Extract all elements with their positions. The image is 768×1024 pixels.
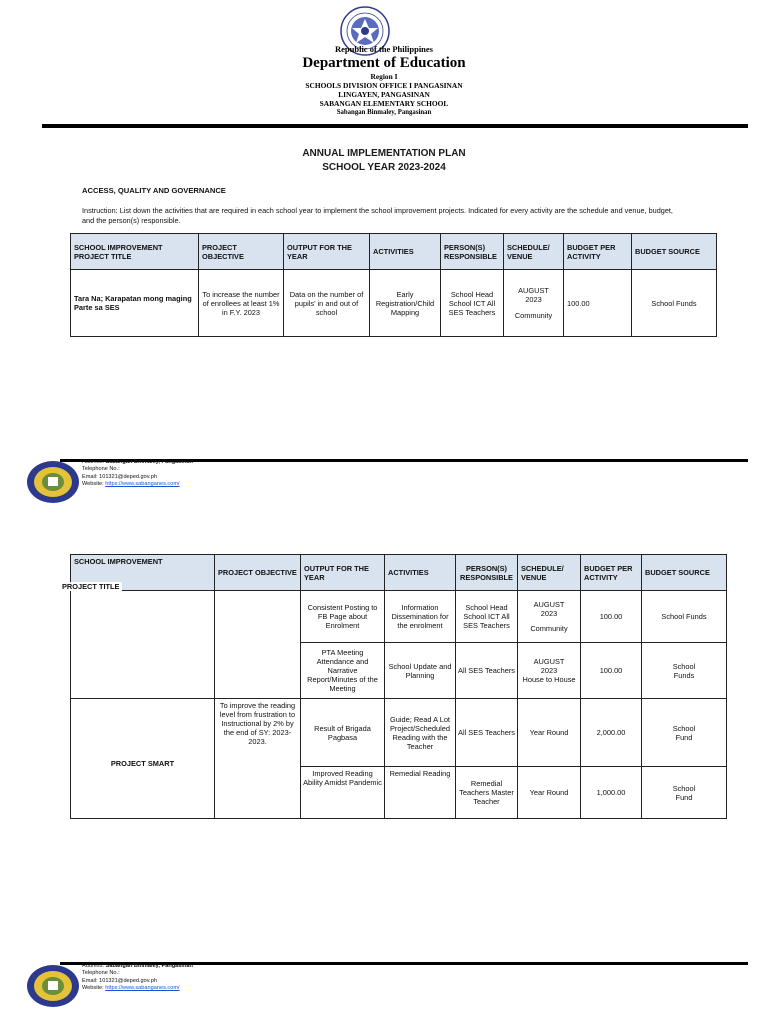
cell-project-title-empty bbox=[71, 591, 215, 699]
footer-telephone: Telephone No.: bbox=[82, 970, 120, 977]
cell-schedule: Year Round bbox=[518, 699, 581, 767]
col-header-activities: ACTIVITIES bbox=[370, 234, 441, 270]
footer-telephone: Telephone No.: bbox=[82, 466, 120, 473]
col-header-budget: BUDGET PER ACTIVITY bbox=[564, 234, 632, 270]
schedule-venue: Community bbox=[514, 311, 553, 320]
schedule-year: 2023 bbox=[525, 295, 542, 304]
cell-activities: Remedial Reading bbox=[385, 767, 456, 819]
address-label: Address: bbox=[82, 459, 105, 465]
cell-source: School Funds bbox=[642, 591, 727, 643]
col-header-schedule: SCHEDULE/ VENUE bbox=[518, 555, 581, 591]
cell-budget: 100.00 bbox=[581, 643, 642, 699]
col-header-title: SCHOOL IMPROVEMENT PROJECT TITLE bbox=[71, 234, 199, 270]
school-logo-icon bbox=[26, 964, 80, 1008]
cell-activities: School Update and Planning bbox=[385, 643, 456, 699]
cell-objective-empty bbox=[215, 767, 301, 819]
footer-website-link[interactable]: https://www.sabanganes.com/ bbox=[105, 481, 180, 488]
cell-objective: To increase the number of enrollees at least 1% in F.Y. 2023 bbox=[199, 270, 284, 337]
table-header-row bbox=[71, 555, 727, 591]
cell-schedule bbox=[504, 270, 564, 337]
cell-budget: 100.00 bbox=[564, 270, 632, 337]
cell-activities: Guide; Read A Lot Project/Scheduled Reading with the Teacher bbox=[385, 699, 456, 767]
cell-schedule: AUGUST 2023 Community bbox=[518, 591, 581, 643]
header-region: Region I bbox=[370, 72, 398, 81]
col-header-persons: PERSON(S) RESPONSIBLE bbox=[441, 234, 504, 270]
col-header-objective: PROJECT OBJECTIVE bbox=[215, 555, 301, 591]
instruction-text: Instruction: List down the activities that are required in each school year to implement the school improvement projects. Indicated for every activity are the schedule and venue, budget, and the person(s) responsible. bbox=[82, 206, 673, 225]
footer-website-link[interactable]: https://www.sabanganes.com/ bbox=[105, 985, 180, 992]
table-header-row bbox=[71, 234, 717, 270]
col-header-persons: PERSON(S) RESPONSIBLE bbox=[456, 555, 518, 591]
col-header-title: SCHOOL IMPROVEMENT bbox=[71, 555, 215, 591]
col-header-source: BUDGET SOURCE bbox=[632, 234, 717, 270]
project-title-label: PROJECT TITLE bbox=[62, 582, 120, 591]
cell-output: PTA Meeting Attendance and Narrative Report/Minutes of the Meeting bbox=[301, 643, 385, 699]
cell-output: Consistent Posting to FB Page about Enrolment bbox=[301, 591, 385, 643]
page-footer bbox=[0, 458, 768, 504]
cell-output: Data on the number of pupils' in and out of school bbox=[284, 270, 370, 337]
cell-schedule: AUGUST 2023 House to House bbox=[518, 643, 581, 699]
cell-persons: School Head School ICT All SES Teachers bbox=[441, 270, 504, 337]
schedule-month: AUGUST bbox=[518, 286, 549, 295]
table-row bbox=[71, 270, 717, 337]
cell-objective: To improve the reading level from frustration to Instructional by 2% by the end of SY: 2023-2023. bbox=[215, 699, 301, 767]
footer-address: Sabangan Binmaley, Pangasinan bbox=[105, 459, 193, 465]
school-logo-icon bbox=[26, 460, 80, 504]
table-row bbox=[71, 591, 727, 643]
footer-info bbox=[82, 459, 193, 489]
footer-address: Sabangan Binmaley, Pangasinan bbox=[105, 963, 193, 969]
col-header-output: OUTPUT FOR THE YEAR bbox=[301, 555, 385, 591]
col-header-objective: PROJECT OBJECTIVE bbox=[199, 234, 284, 270]
header-location: Sabangan Binmaley, Pangasinan bbox=[336, 109, 432, 116]
website-label: Website: bbox=[82, 985, 104, 992]
footer-email: Email: 101321@deped.gov.ph bbox=[82, 473, 157, 480]
aip-table-1 bbox=[70, 233, 717, 337]
col-header-schedule: SCHEDULE/ VENUE bbox=[504, 234, 564, 270]
header-republic: Republic of the Philippines bbox=[334, 44, 433, 54]
cell-project-title: Tara Na; Karapatan mong maging Parte sa SES bbox=[71, 270, 199, 337]
cell-persons: All SES Teachers bbox=[456, 699, 518, 767]
cell-budget: 100.00 bbox=[581, 591, 642, 643]
cell-persons: Remedial Teachers Master Teacher bbox=[456, 767, 518, 819]
cell-output: Improved Reading Ability Amidst Pandemic bbox=[301, 767, 385, 819]
cell-persons: All SES Teachers bbox=[456, 643, 518, 699]
header-school: SABANGAN ELEMENTARY SCHOOL bbox=[319, 99, 449, 108]
cell-budget: 2,000.00 bbox=[581, 699, 642, 767]
plan-title: ANNUAL IMPLEMENTATION PLAN bbox=[302, 148, 466, 159]
header-department: Department of Education bbox=[302, 55, 466, 71]
cell-schedule: Year Round bbox=[518, 767, 581, 819]
col-header-output: OUTPUT FOR THE YEAR bbox=[284, 234, 370, 270]
cell-output: Result of Brigada Pagbasa bbox=[301, 699, 385, 767]
table-row bbox=[71, 699, 727, 767]
header-divider bbox=[42, 124, 748, 128]
header-city: LINGAYEN, PANGASINAN bbox=[338, 90, 430, 99]
cell-persons: School Head School ICT All SES Teachers bbox=[456, 591, 518, 643]
cell-source: School Funds bbox=[642, 643, 727, 699]
cell-source: School Fund bbox=[642, 767, 727, 819]
cell-activities: Information Dissemination for the enrolment bbox=[385, 591, 456, 643]
col-header-budget: BUDGET PER ACTIVITY bbox=[581, 555, 642, 591]
footer-info bbox=[82, 963, 193, 993]
col-header-source: BUDGET SOURCE bbox=[642, 555, 727, 591]
cell-budget: 1,000.00 bbox=[581, 767, 642, 819]
header-division: SCHOOLS DIVISION OFFICE I PANGASINAN bbox=[305, 81, 463, 90]
cell-source: School Fund bbox=[642, 699, 727, 767]
page-footer bbox=[0, 962, 768, 1008]
footer-email: Email: 101321@deped.gov.ph bbox=[82, 977, 157, 984]
section-label: ACCESS, QUALITY AND GOVERNANCE bbox=[82, 186, 226, 195]
cell-project-title: PROJECT SMART bbox=[71, 699, 215, 819]
cell-objective-empty bbox=[215, 591, 301, 699]
col-header-activities: ACTIVITIES bbox=[385, 555, 456, 591]
website-label: Website: bbox=[82, 481, 104, 488]
cell-source: School Funds bbox=[632, 270, 717, 337]
address-label: Address: bbox=[82, 963, 105, 969]
cell-activities: Early Registration/Child Mapping bbox=[370, 270, 441, 337]
aip-table-2 bbox=[70, 554, 727, 819]
plan-school-year: SCHOOL YEAR 2023-2024 bbox=[322, 162, 446, 173]
